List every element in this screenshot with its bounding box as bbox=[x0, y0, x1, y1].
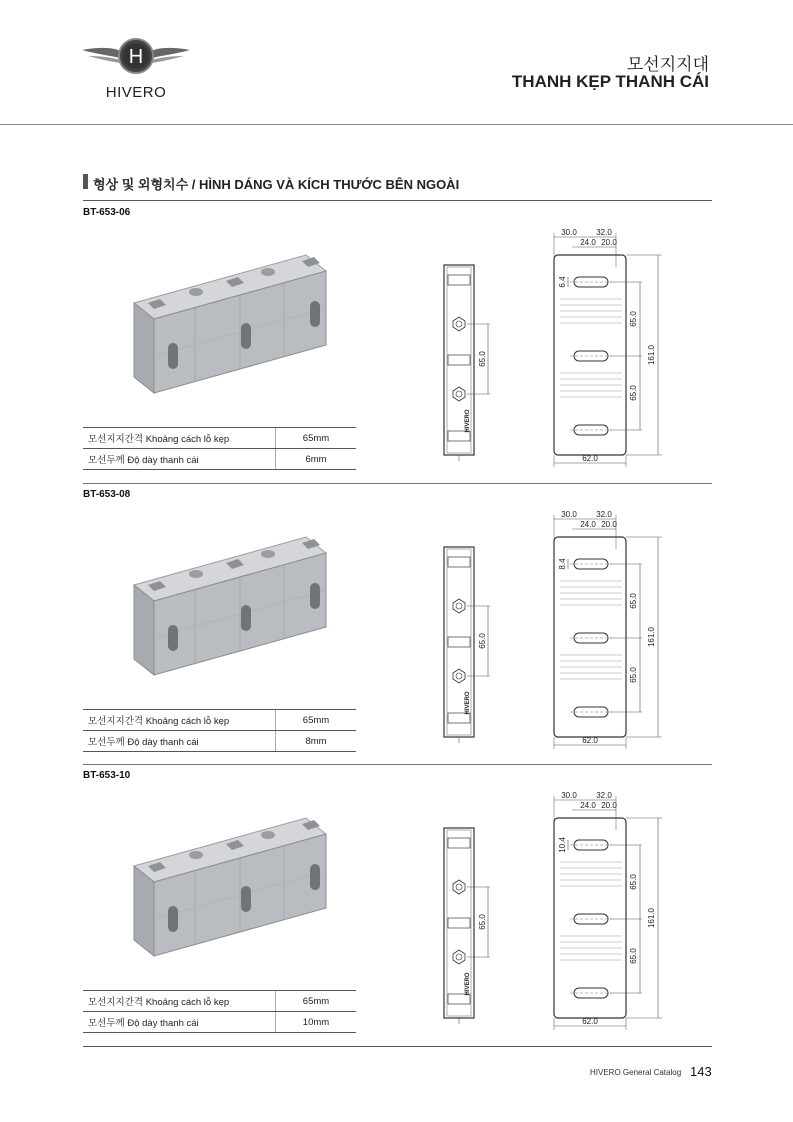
dim-width-b: 32.0 bbox=[596, 791, 612, 800]
model-number: BT-653-06 bbox=[83, 207, 131, 218]
footer-catalog-name: HIVERO General Catalog bbox=[590, 1068, 682, 1077]
spec-value: 65mm bbox=[276, 710, 357, 731]
spec-row-thickness bbox=[83, 731, 356, 752]
dim-width-a: 30.0 bbox=[561, 228, 577, 237]
header-divider bbox=[0, 124, 793, 125]
product-divider bbox=[83, 764, 712, 765]
dim-overall-width: 62.0 bbox=[582, 1017, 598, 1026]
side-pitch-label: 65.0 bbox=[478, 914, 487, 930]
product-isometric-image bbox=[96, 808, 336, 958]
front-view-drawing bbox=[546, 509, 676, 749]
spec-value: 10mm bbox=[276, 1012, 357, 1033]
spec-value: 8mm bbox=[276, 731, 357, 752]
page-number: 143 bbox=[690, 1064, 712, 1079]
brand-name: HIVERO bbox=[105, 84, 167, 101]
dim-width-c: 24.0 bbox=[580, 520, 596, 529]
dim-width-a: 30.0 bbox=[561, 510, 577, 519]
side-brand-label: HIVERO bbox=[465, 691, 471, 715]
spec-row-thickness bbox=[83, 1012, 356, 1033]
spec-row-spacing bbox=[83, 428, 356, 449]
dim-width-d: 20.0 bbox=[601, 801, 617, 810]
product-isometric-image bbox=[96, 245, 336, 395]
dim-pitch-lower: 65.0 bbox=[629, 948, 638, 964]
dim-hole: 10.4 bbox=[558, 837, 567, 853]
product-divider bbox=[83, 483, 712, 484]
page-title-vietnamese: THANH KẸP THANH CÁI bbox=[511, 72, 709, 91]
dim-width-b: 32.0 bbox=[596, 510, 612, 519]
dim-height: 161.0 bbox=[647, 907, 656, 929]
spec-table bbox=[83, 990, 356, 1033]
dim-hole: 6.4 bbox=[558, 276, 567, 288]
front-view-drawing bbox=[546, 790, 676, 1030]
dim-width-c: 24.0 bbox=[580, 238, 596, 247]
model-number: BT-653-08 bbox=[83, 489, 131, 500]
spec-label: 모선두께 Độ dày thanh cái bbox=[83, 731, 276, 752]
spec-row-thickness bbox=[83, 449, 356, 470]
dim-width-b: 32.0 bbox=[596, 228, 612, 237]
spec-value: 6mm bbox=[276, 449, 357, 470]
front-view-drawing bbox=[546, 227, 676, 467]
side-pitch-label: 65.0 bbox=[478, 633, 487, 649]
spec-label: 모선지지간격 Khoảng cách lỗ kẹp bbox=[83, 991, 276, 1012]
side-pitch-label: 65.0 bbox=[478, 351, 487, 367]
dim-height: 161.0 bbox=[647, 344, 656, 366]
side-brand-label: HIVERO bbox=[465, 972, 471, 996]
side-view-drawing bbox=[440, 261, 500, 461]
dim-overall-width: 62.0 bbox=[582, 736, 598, 745]
section-title: 형상 및 외형치수 / HÌNH DÁNG VÀ KÍCH THƯỚC BÊN NGOÀI bbox=[93, 177, 460, 192]
spec-label: 모선지지간격 Khoảng cách lỗ kẹp bbox=[83, 428, 276, 449]
dim-width-d: 20.0 bbox=[601, 238, 617, 247]
dim-pitch-upper: 65.0 bbox=[629, 593, 638, 609]
dim-pitch-upper: 65.0 bbox=[629, 311, 638, 327]
dim-pitch-lower: 65.0 bbox=[629, 385, 638, 401]
spec-value: 65mm bbox=[276, 991, 357, 1012]
model-number: BT-653-10 bbox=[83, 770, 131, 781]
spec-row-spacing bbox=[83, 710, 356, 731]
product-isometric-image bbox=[96, 527, 336, 677]
dim-height: 161.0 bbox=[647, 626, 656, 648]
spec-row-spacing bbox=[83, 991, 356, 1012]
dim-width-a: 30.0 bbox=[561, 791, 577, 800]
dim-width-c: 24.0 bbox=[580, 801, 596, 810]
page-title-korean: 모선지지대 bbox=[626, 55, 709, 74]
side-brand-label: HIVERO bbox=[465, 409, 471, 433]
spec-label: 모선지지간격 Khoảng cách lỗ kẹp bbox=[83, 710, 276, 731]
logo-letter: H bbox=[128, 46, 144, 68]
spec-label: 모선두께 Độ dày thanh cái bbox=[83, 449, 276, 470]
dim-hole: 8.4 bbox=[558, 558, 567, 570]
spec-label: 모선두께 Độ dày thanh cái bbox=[83, 1012, 276, 1033]
spec-table bbox=[83, 709, 356, 752]
footer-divider bbox=[83, 1046, 712, 1047]
dim-width-d: 20.0 bbox=[601, 520, 617, 529]
dim-pitch-lower: 65.0 bbox=[629, 667, 638, 683]
section-marker bbox=[83, 174, 88, 189]
side-view-drawing bbox=[440, 543, 500, 743]
spec-value: 65mm bbox=[276, 428, 357, 449]
dim-pitch-upper: 65.0 bbox=[629, 874, 638, 890]
spec-table bbox=[83, 427, 356, 470]
dim-overall-width: 62.0 bbox=[582, 454, 598, 463]
section-divider bbox=[83, 200, 712, 201]
side-view-drawing bbox=[440, 824, 500, 1024]
